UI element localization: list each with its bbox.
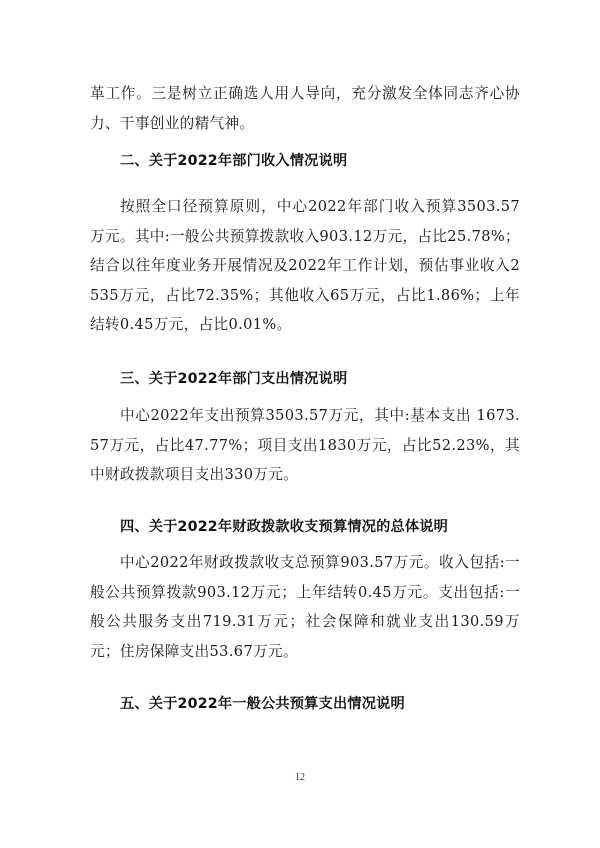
section-heading-expenditure: 三、关于2022年部门支出情况说明 [120, 371, 348, 387]
section-heading-income: 二、关于2022年部门收入情况说明 [120, 153, 348, 169]
paragraph-fiscal-overview: 中心2022年财政拨款收支总预算903.57万元。收入包括:一般公共预算拨款903.12万元；上年结转0.45万元。支出包括:一般公共服务支出719.31万元；社会保障和就业支出130.59万元；住房保障支出53.67万元。 [90, 554, 520, 660]
section-heading-fiscal-overview: 四、关于2022年财政拨款收支预算情况的总体说明 [120, 519, 449, 535]
paragraph-expenditure: 中心2022年支出预算3503.57万元，其中:基本支出 1673.57万元，占比47.77%；项目支出1830万元，占比52.23%，其中财政拨款项目支出330万元。 [90, 407, 520, 483]
page-number: 12 [295, 772, 305, 783]
paragraph-income: 按照全口径预算原则，中心2022年部门收入预算3503.57万元。其中:一般公共预算拨款收入903.12万元，占比25.78%；结合以往年度业务开展情况及2022年工作计划，预估事业收入2535万元，占比72.35%；其他收入65万元，占比1.86%；上年结转0.45万元，占比0.01%。 [90, 198, 520, 333]
section-heading-general-budget: 五、关于2022年一般公共预算支出情况说明 [120, 696, 405, 712]
paragraph-continuation: 革工作。三是树立正确选人用人导向，充分激发全体同志齐心协力、干事创业的精气神。 [90, 85, 520, 132]
